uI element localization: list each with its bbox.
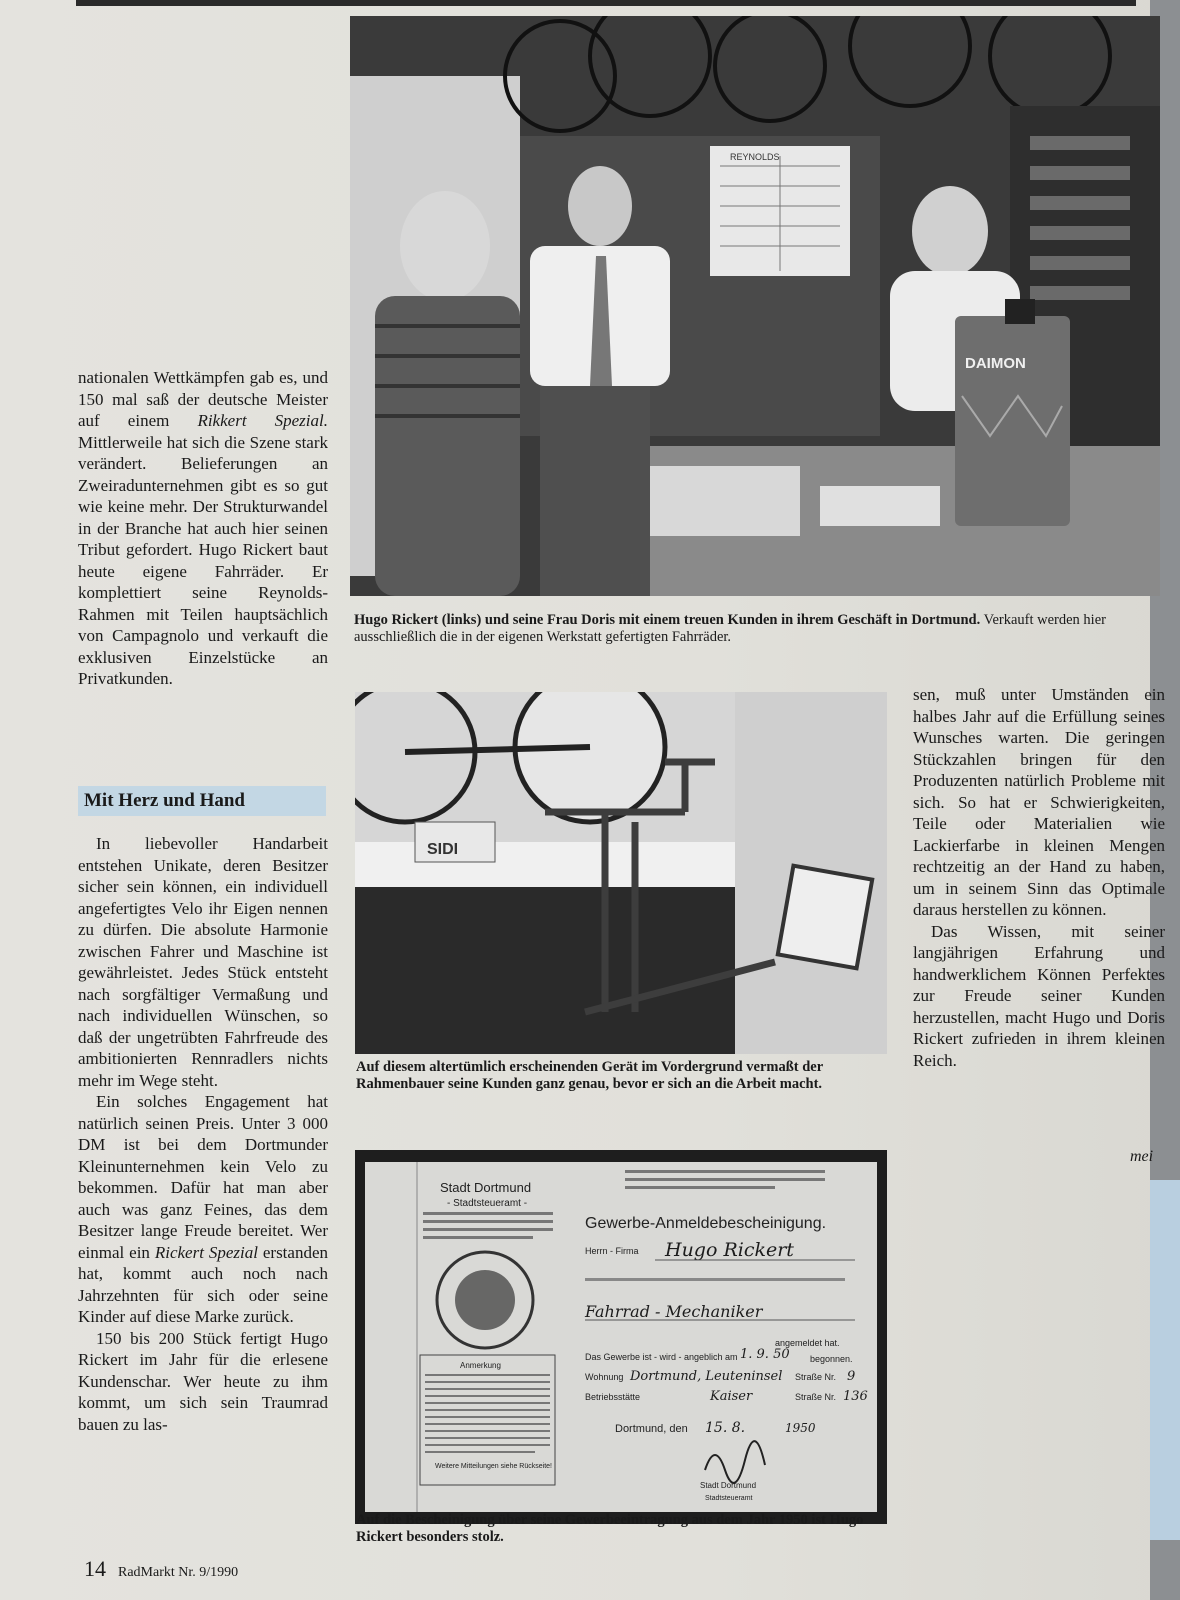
certificate-residence-nr-label: Straße Nr. <box>795 1372 837 1382</box>
article-column-right <box>913 684 1165 1071</box>
certificate-date-value: 15. 8. <box>705 1420 746 1436</box>
certificate-residence-nr: 9 <box>847 1369 856 1384</box>
page-number: 14 <box>84 1556 106 1581</box>
brand-rickert-spezial-1: Rikkert Spezial. <box>197 411 328 430</box>
certificate-workplace-nr: 136 <box>843 1389 868 1404</box>
photo-certificate <box>355 1150 887 1524</box>
certificate-name-label: Herrn - Firma <box>585 1246 639 1256</box>
certificate-issuer: Stadt Dortmund <box>440 1180 532 1195</box>
paragraph-1-start: nationalen Wettkämpfen gab es, und 150 mal saß der deutsche Meister auf einem <box>78 368 328 430</box>
photo-shop <box>350 16 1160 596</box>
reynolds-chart-header: REYNOLDS <box>730 152 780 162</box>
paragraph-5: sen, muß unter Umständen ein halbes Jahr auf die Erfüllung seines Wunsches warten. Die geringen Stückzahlen bringen für den Produzenten natürlich Probleme mit sich. So hat er Schwierigkeiten, Teile oder Materialien wie Lackierfarbe in kleinen Mengen rechtzeitig an der Hand zu haben, um in seinem Sinn das Optimale daraus herstellen zu können. <box>913 685 1165 919</box>
caption-photo-certificate: Auf die Bescheinigung über seine Gewerbeeintragung aus dem Jahr 1950 ist Hugo Rickert besonders stolz. <box>356 1512 864 1545</box>
certificate-start-value: 1. 9. 50 <box>740 1347 790 1362</box>
certificate-name-value: Hugo Rickert <box>665 1239 794 1261</box>
certificate-signature-office: Stadt Dortmund <box>700 1481 757 1490</box>
certificate-issuer-sub: - Stadtsteueramt - <box>447 1198 528 1209</box>
caption-photo-shop <box>354 612 1174 646</box>
paragraph-6: Das Wissen, mit seiner langjährigen Erfahrung und handwerklichem Können Perfektes zur Freude seiner Kunden herzustellen, macht Hugo und Doris Rickert zufrieden in ihrem kleinen Reich. <box>913 921 1165 1070</box>
article-column-left-top <box>78 367 328 690</box>
certificate-note-footer: Weitere Mitteilungen siehe Rückseite! <box>435 1463 552 1470</box>
certificate-residence-label: Wohnung <box>585 1372 624 1382</box>
magazine-issue: RadMarkt Nr. 9/1990 <box>118 1565 239 1580</box>
certificate-signature-sub: Stadtsteueramt <box>705 1495 753 1502</box>
subheading: Mit Herz und Hand <box>78 786 326 816</box>
certificate-trade-value: Fahrrad - Mechaniker <box>585 1302 763 1321</box>
certificate-registered-label: angemeldet hat. <box>775 1338 840 1348</box>
photo-measuring-device <box>355 692 887 1054</box>
paragraph-4: 150 bis 200 Stück fertigt Hugo Rickert im Jahr für die erlesene Kundenschar. Wer heute zu ihm kommt, um sich sein Traumrad bauen zu las- <box>78 1328 328 1434</box>
certificate-start-label: Das Gewerbe ist - wird - angeblich am <box>585 1352 738 1362</box>
page-footer <box>84 1556 238 1582</box>
certificate-start-suffix: begonnen. <box>810 1354 853 1364</box>
author-signature: mei <box>1130 1148 1154 1165</box>
daimon-sign: DAIMON <box>965 355 1026 372</box>
article-column-left-bottom <box>78 833 328 1435</box>
certificate-title: Gewerbe-Anmeldebescheinigung. <box>585 1215 827 1232</box>
certificate-workplace-nr-label: Straße Nr. <box>795 1392 837 1402</box>
caption-photo-shop-regular: Verkauft werden hier ausschließlich die in der eigenen Werkstatt gefertigten Fahrräder. <box>354 612 1106 645</box>
caption-photo-shop-bold: Hugo Rickert (links) und seine Frau Doris mit einem treuen Kunden in ihrem Geschäft in Dortmund. <box>354 612 981 628</box>
paragraph-3-start: Ein solches Engagement hat natürlich seinen Preis. Unter 3 000 DM ist bei dem Dortmunder Kleinunternehmen kein Velo zu bekommen. Dafür hat man aber auch was ganz Feines, das dem Besitzer lange Freude bereitet. Wer einmal ein <box>78 1092 328 1262</box>
paragraph-1-end: Mittlerweile hat sich die Szene stark verändert. Belieferungen an Zweiradunternehmen gibt es so gut wie keine mehr. Der Strukturwandel in der Branche hat auch hier seinen Tribut gefordert. Hugo Rickert baut heute eigene Fahrräder. Er komplettiert seine Reynolds-Rahmen mit Teilen hauptsächlich von Campagnolo und verkauft die exklusiven Einzelstücke an Privatkunden. <box>78 432 328 688</box>
paragraph-2: In liebevoller Handarbeit entstehen Unikate, deren Besitzer sicher sein können, ein individuell angefertigtes Velo ihr Eigen nennen zu dürfen. Die absolute Harmonie zwischen Fahrer und Maschine ist gewährleistet. Jedes Stück entsteht nach sorgfältiger Vermaßung und nach individuellen Wünschen, so daß der ungetrübten Fahrfreude des ambitionierten Rennradlers nichts mehr im Wege steht. <box>78 834 328 1090</box>
certificate-note-title: Anmerkung <box>460 1361 501 1370</box>
certificate-workplace-label: Betriebsstätte <box>585 1392 641 1402</box>
brand-rickert-spezial-2: Rickert Spezial <box>154 1242 258 1262</box>
certificate-place-date-label: Dortmund, den <box>615 1423 688 1435</box>
sidi-box-label: SIDI <box>427 841 459 858</box>
top-rule <box>76 0 1136 6</box>
caption-photo-measuring-device: Auf diesem altertümlich erscheinenden Gerät im Vordergrund vermaßt der Rahmenbauer seine Kunden ganz genau, bevor er sich an die Arbeit macht. <box>356 1059 823 1092</box>
certificate-workplace-value: Kaiser <box>710 1389 753 1404</box>
certificate-residence-value: Dortmund, Leuteninsel <box>630 1369 783 1384</box>
page-edge-tab <box>1150 1180 1180 1540</box>
certificate-year-value: 1950 <box>785 1421 816 1435</box>
paragraph-3-end: erstanden hat, kommt auch noch nach Jahrzehnten für sich oder seine Kinder auf diese Marke zurück. <box>78 1242 328 1326</box>
